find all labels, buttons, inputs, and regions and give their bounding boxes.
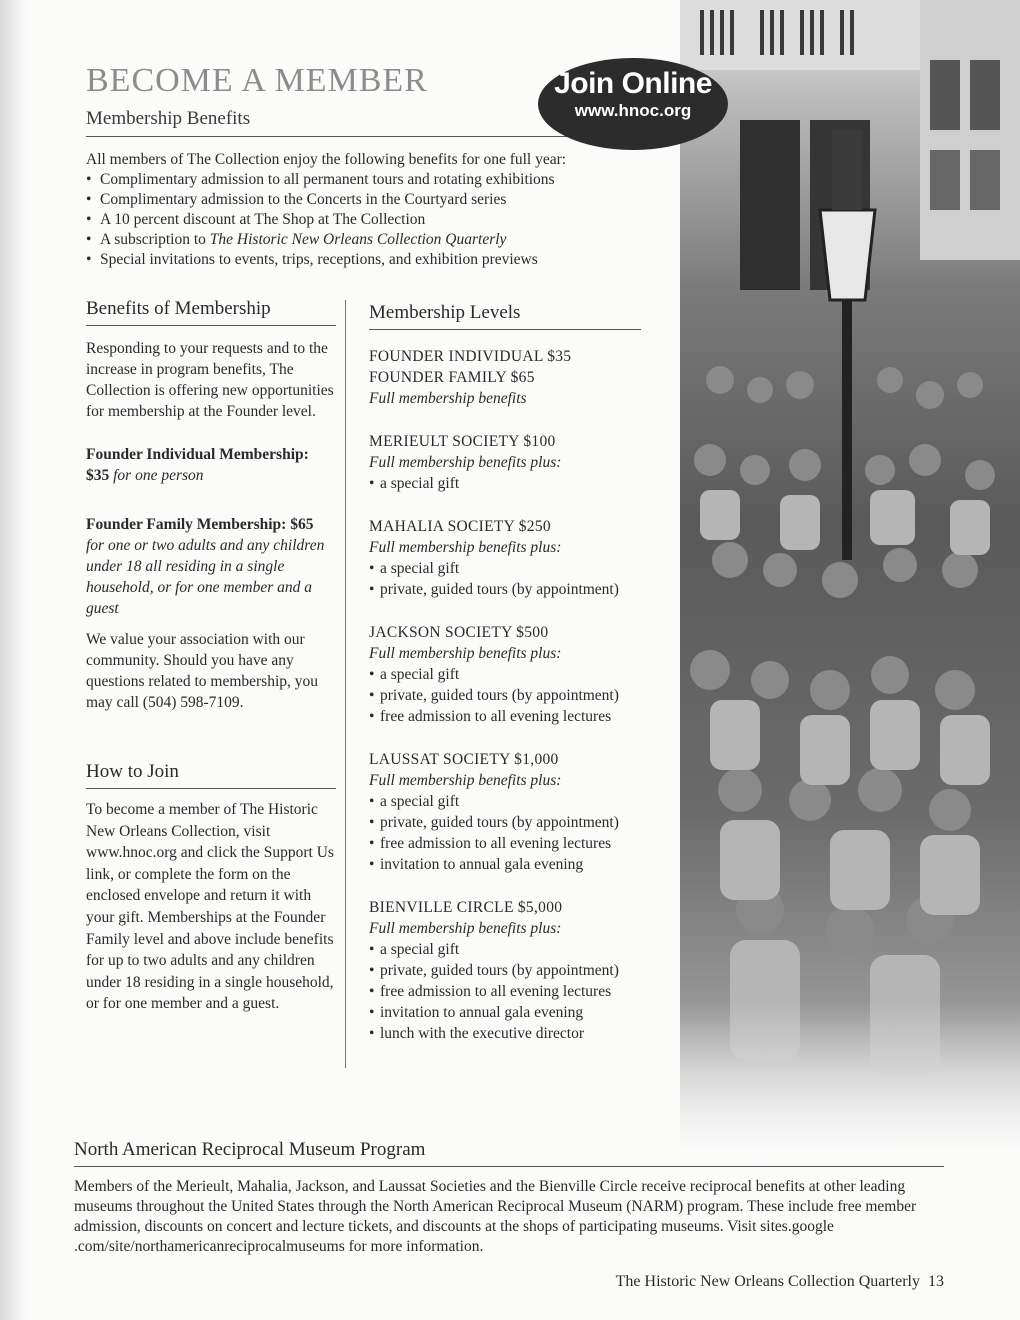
level-name: FOUNDER FAMILY $65 (369, 369, 535, 386)
section-rule (74, 1166, 944, 1167)
level-perk: • lunch with the executive director (369, 1023, 669, 1044)
level-perk: • invitation to annual gala evening (369, 1002, 669, 1023)
benefits-list (86, 170, 686, 270)
level-name: MAHALIA SOCIETY $250 (369, 518, 551, 535)
level-subtitle: Full membership benefits plus: (369, 539, 562, 556)
level-subtitle: Full membership benefits plus: (369, 454, 562, 471)
level-subtitle: Full membership benefits (369, 390, 527, 407)
benefit-item: • A 10 percent discount at The Shop at The Collection (86, 210, 686, 230)
founder-family-desc: for one or two adults and any children under 18 all residing in a single household, or for one member and a guest (86, 537, 325, 617)
membership-benefits-heading: Membership Benefits (86, 108, 251, 129)
benefits-lead: All members of The Collection enjoy the following benefits for one full year: (86, 151, 567, 168)
narm-text: Members of the Merieult, Mahalia, Jackson, and Laussat Societies and the Bienville Circle receive reciprocal benefits at other leading museums throughout the United States through the North American Reciprocal Museum (NARM) program. These include free member admission, discounts on concert and lecture tickets, and discounts at the shops of participating museums. Visit sites.google .com/site/northamericanreciprocalmuseums for more information. (74, 1178, 917, 1255)
level-subtitle: Full membership benefits plus: (369, 920, 562, 937)
level-founder (369, 346, 669, 409)
narm-section (74, 1140, 944, 1257)
level-merieult (369, 431, 669, 494)
level-name: LAUSSAT SOCIETY $1,000 (369, 751, 559, 768)
level-perks (369, 473, 669, 494)
level-perks (369, 791, 669, 875)
level-laussat (369, 749, 669, 875)
level-perk: • private, guided tours (by appointment) (369, 960, 669, 981)
how-to-join-text: To become a member of The Historic New Orleans Collection, visit www.hnoc.org and click the Support Us link, or complete the form on the enclosed envelope and return it with your gift. Memberships at the Founder Family level and above include benefits for up to two adults and any children under 18 residing in a single household, or for one member and a guest. (86, 801, 334, 1013)
level-mahalia (369, 516, 669, 600)
level-perk: • private, guided tours (by appointment) (369, 812, 669, 833)
level-perk: • private, guided tours (by appointment) (369, 685, 669, 706)
founder-individual-label: Founder Individual Membership: (86, 446, 309, 463)
level-subtitle: Full membership benefits plus: (369, 645, 562, 662)
courtyard-concert-photo (680, 0, 1020, 1160)
founder-individual-price: $35 (86, 467, 110, 484)
level-perk: • private, guided tours (by appointment) (369, 579, 669, 600)
level-name: MERIEULT SOCIETY $100 (369, 433, 556, 450)
level-jackson (369, 622, 669, 727)
section-rule (369, 329, 641, 330)
photo-illustration (680, 0, 1020, 1160)
badge-title: Join Online (554, 67, 712, 100)
join-online-badge[interactable] (538, 58, 728, 150)
subscription-prefix: A subscription to (100, 231, 210, 248)
level-perks (369, 939, 669, 1044)
benefit-item: • Complimentary admission to the Concerts in the Courtyard series (86, 190, 686, 210)
level-perk: • a special gift (369, 558, 669, 579)
level-perk: • a special gift (369, 664, 669, 685)
level-perks (369, 664, 669, 727)
badge-url: www.hnoc.org (574, 101, 692, 120)
benefit-item (86, 230, 686, 250)
page-edge-shadow (0, 0, 26, 1320)
column-divider (345, 300, 346, 1068)
quarterly-title: The Historic New Orleans Collection Quarterly (209, 231, 507, 248)
founder-individual-desc: for one person (113, 467, 204, 484)
level-perk: • free admission to all evening lectures (369, 833, 669, 854)
founder-individual-line (86, 465, 336, 486)
narm-heading: North American Reciprocal Museum Program (74, 1139, 426, 1160)
benefit-item: • Complimentary admission to all permanent tours and rotating exhibitions (86, 170, 686, 190)
level-perk: • free admission to all evening lectures (369, 706, 669, 727)
level-name: JACKSON SOCIETY $500 (369, 624, 549, 641)
membership-contact: We value your association with our community. Should you have any questions related to membership, you may call (504) 598-7109. (86, 631, 319, 711)
level-subtitle: Full membership benefits plus: (369, 772, 562, 789)
right-column (369, 298, 669, 1044)
level-perk: • free admission to all evening lectures (369, 981, 669, 1002)
benefits-of-membership-heading: Benefits of Membership (86, 298, 271, 319)
how-to-join-heading: How to Join (86, 761, 179, 782)
level-name: BIENVILLE CIRCLE $5,000 (369, 899, 563, 916)
section-rule (86, 325, 336, 326)
footer-publication: The Historic New Orleans Collection Quarterly (615, 1273, 920, 1290)
benefits-intro (86, 150, 686, 270)
section-rule (86, 788, 336, 789)
page-title: BECOME A MEMBER (86, 62, 428, 99)
level-perk: • a special gift (369, 939, 669, 960)
membership-levels-heading: Membership Levels (369, 302, 521, 323)
level-perk: • a special gift (369, 473, 669, 494)
benefit-item: • Special invitations to events, trips, receptions, and exhibition previews (86, 250, 686, 270)
level-perk: • invitation to annual gala evening (369, 854, 669, 875)
page-number: 13 (928, 1273, 944, 1290)
founder-intro: Responding to your requests and to the increase in program benefits, The Collection is offering new opportunities for membership at the Founder level. (86, 340, 334, 420)
page-footer (616, 1273, 944, 1291)
level-bienville (369, 897, 669, 1044)
level-name: FOUNDER INDIVIDUAL $35 (369, 348, 572, 365)
level-perks (369, 558, 669, 600)
left-column (86, 298, 336, 1015)
founder-family-label: Founder Family Membership: $65 (86, 516, 314, 533)
level-perk: • a special gift (369, 791, 669, 812)
